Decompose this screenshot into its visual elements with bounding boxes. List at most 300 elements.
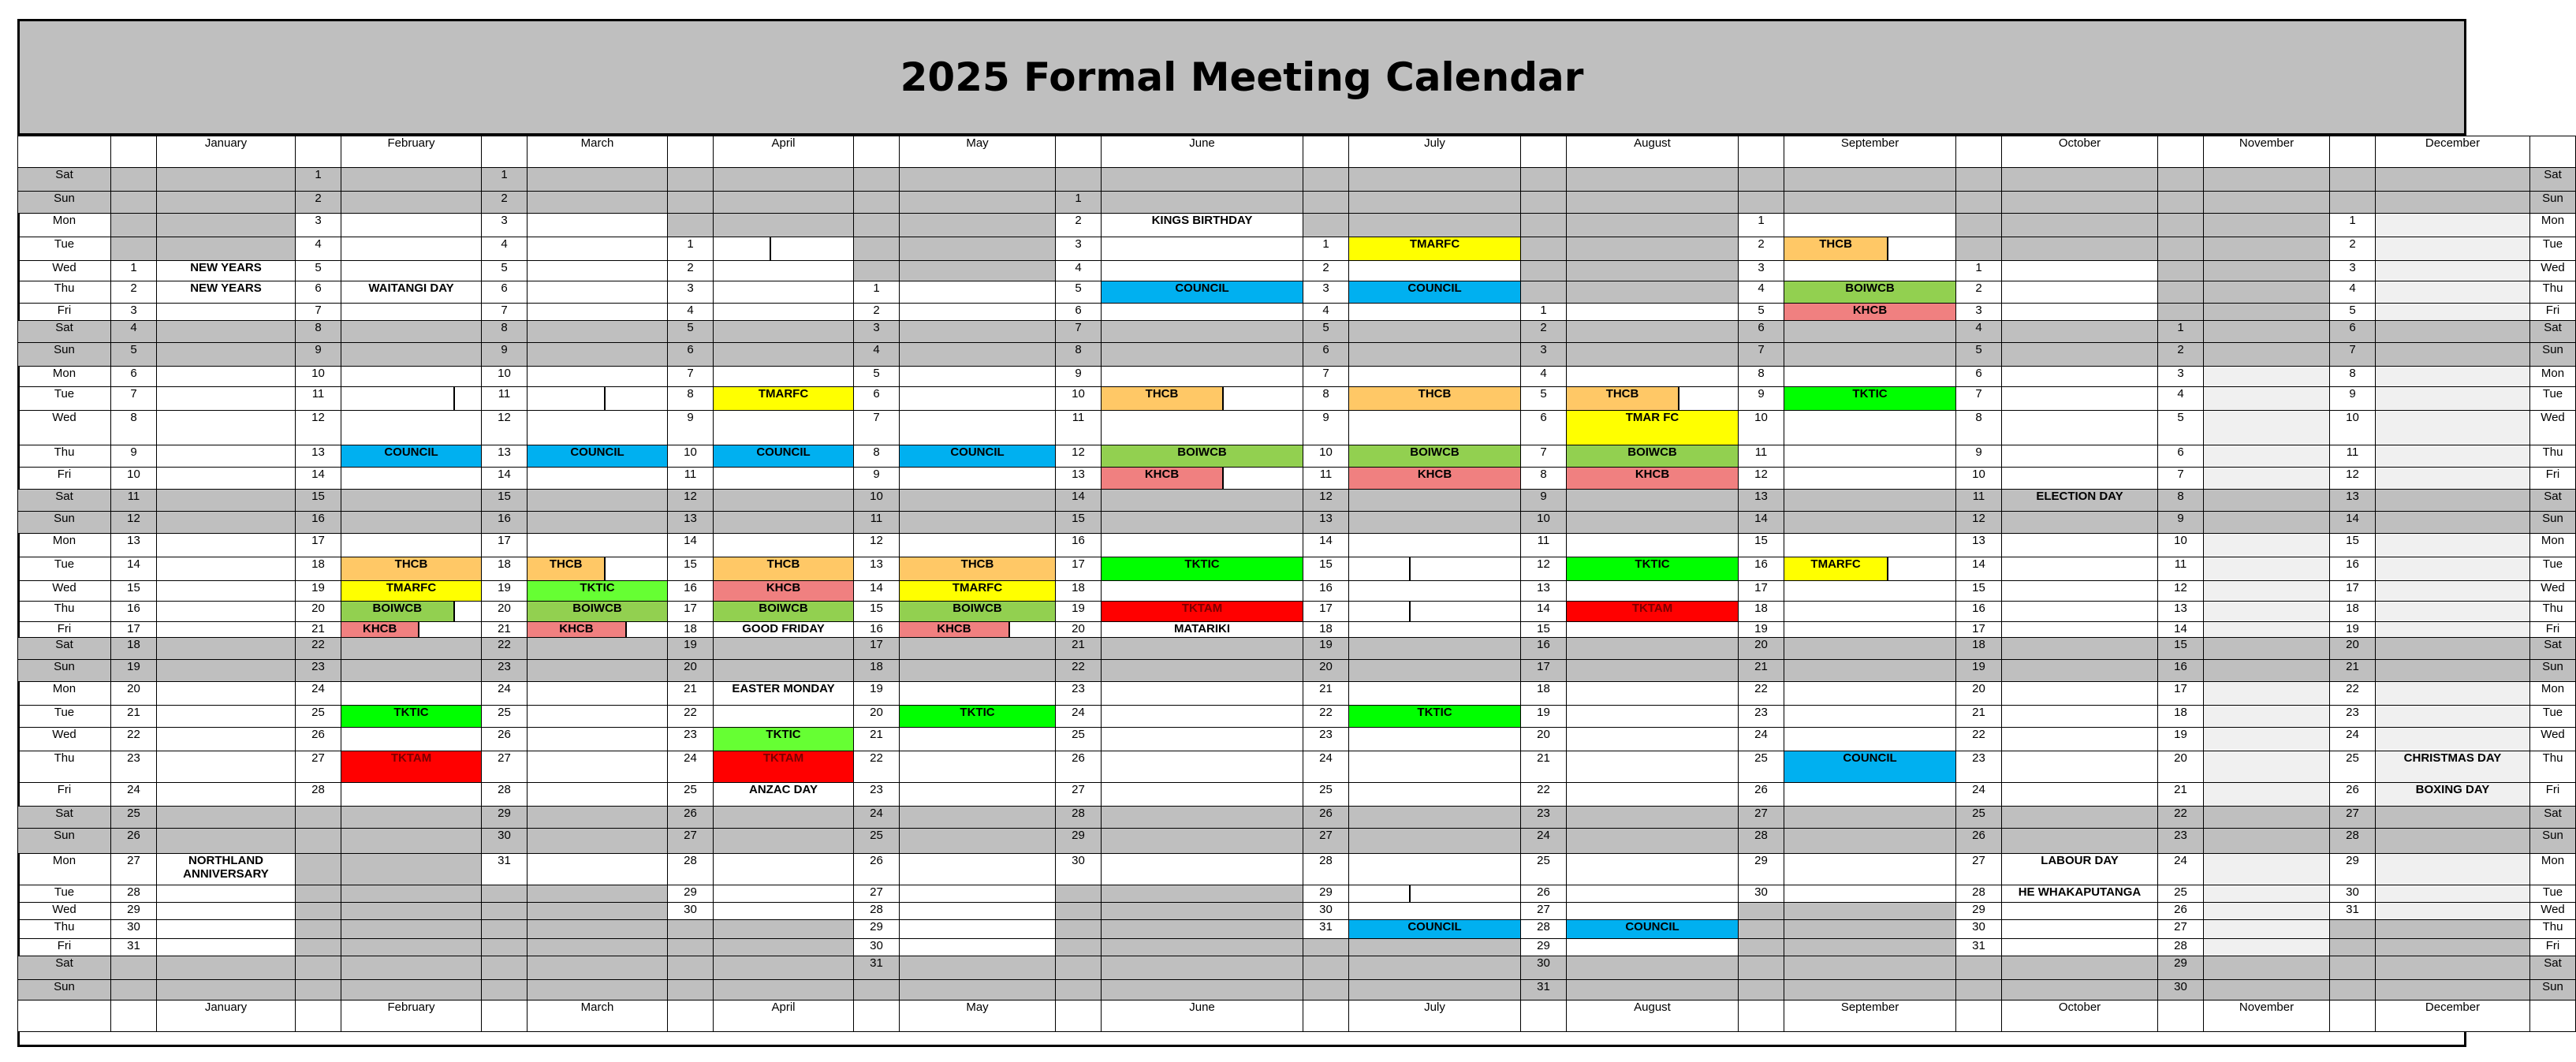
meeting-label: THCB — [1145, 387, 1179, 401]
day-number: 5 — [1303, 321, 1349, 343]
meeting-thcb[interactable] — [341, 557, 482, 581]
meeting-label: BOIWCB — [372, 602, 423, 615]
day-number: 20 — [111, 682, 157, 706]
day-number: 16 — [668, 581, 714, 602]
day-number: 11 — [1739, 445, 1784, 468]
event-cell — [2002, 321, 2158, 343]
meeting-council[interactable] — [1784, 751, 1956, 783]
day-number: 11 — [1956, 490, 2002, 512]
event-cell — [341, 168, 482, 192]
meeting-council[interactable] — [1102, 281, 1303, 304]
meeting-khcb[interactable] — [1567, 468, 1739, 490]
meeting-label: COUNCIL — [1407, 920, 1462, 933]
event-cell — [1349, 682, 1521, 706]
event-cell — [2376, 885, 2530, 903]
day-number: 5 — [2158, 411, 2204, 445]
day-number — [1739, 980, 1784, 1001]
day-number: 18 — [1521, 682, 1567, 706]
meeting-label: TMARFC — [952, 581, 1003, 594]
day-number: 7 — [296, 304, 341, 321]
day-number: 15 — [2158, 638, 2204, 660]
event-cell — [528, 854, 668, 885]
event-cell — [900, 490, 1056, 512]
event-cell — [2204, 939, 2330, 956]
day-number: 11 — [482, 387, 528, 411]
day-number — [1521, 237, 1567, 261]
event-cell — [2376, 304, 2530, 321]
day-number: 19 — [1056, 602, 1102, 622]
weekday-label: Fri — [18, 783, 111, 807]
day-number — [1521, 281, 1567, 304]
weekday-label: Sat — [18, 168, 111, 192]
day-number — [1056, 903, 1102, 920]
event-cell — [1102, 920, 1303, 939]
day-number: 13 — [296, 445, 341, 468]
holiday-label — [1102, 214, 1303, 237]
meeting-tmarfc[interactable] — [1784, 557, 1956, 581]
day-number — [668, 939, 714, 956]
weekday-label: Thu — [18, 751, 111, 783]
meeting-label: THCB — [1819, 237, 1852, 251]
day-number — [1056, 939, 1102, 956]
day-number: 29 — [854, 920, 900, 939]
day-number: 26 — [296, 728, 341, 751]
day-number: 29 — [2330, 854, 2376, 885]
meeting-khcb[interactable] — [528, 622, 668, 638]
meeting-label: COUNCIL — [1625, 920, 1679, 933]
day-number: 15 — [668, 557, 714, 581]
event-cell — [341, 939, 482, 956]
event-cell — [341, 387, 482, 411]
event-cell — [157, 367, 296, 387]
event-cell — [1567, 980, 1739, 1001]
meeting-council[interactable] — [1567, 920, 1739, 939]
weekday-label: Mon — [18, 214, 111, 237]
meeting-boiwcb[interactable] — [341, 602, 482, 622]
meeting-label: THCB — [549, 557, 583, 571]
day-number — [854, 168, 900, 192]
event-cell — [2376, 854, 2530, 885]
meeting-label: TKTIC — [1417, 706, 1452, 719]
meeting-khcb[interactable] — [714, 581, 854, 602]
day-number — [111, 237, 157, 261]
meeting-tktic[interactable] — [900, 706, 1056, 728]
meeting-label: KHCB — [1144, 468, 1180, 481]
month-header-january: January — [157, 1001, 296, 1032]
meeting-thcb[interactable] — [714, 557, 854, 581]
day-number — [111, 192, 157, 214]
day-number: 7 — [1521, 445, 1567, 468]
meeting-tmarfc[interactable] — [1567, 411, 1739, 445]
event-cell — [714, 638, 854, 660]
event-cell — [1102, 534, 1303, 557]
event-cell — [1567, 706, 1739, 728]
event-cell — [2002, 411, 2158, 445]
day-number: 23 — [1521, 807, 1567, 829]
event-cell — [2002, 939, 2158, 956]
event-cell — [1567, 214, 1739, 237]
event-cell — [1784, 706, 1956, 728]
day-number: 9 — [296, 343, 341, 367]
day-number: 21 — [2158, 783, 2204, 807]
event-cell — [157, 807, 296, 829]
day-number: 29 — [1521, 939, 1567, 956]
day-number: 31 — [1956, 939, 2002, 956]
meeting-boiwcb[interactable] — [1567, 445, 1739, 468]
day-number: 5 — [111, 343, 157, 367]
meeting-tmarfc[interactable] — [1349, 237, 1521, 261]
day-number: 29 — [668, 885, 714, 903]
meeting-thcb[interactable] — [1784, 237, 1956, 261]
holiday-label — [714, 682, 854, 706]
meeting-label: KHCB — [1852, 304, 1888, 317]
day-number: 31 — [1303, 920, 1349, 939]
meeting-label: KHCB — [1417, 468, 1452, 481]
cell-divider — [453, 387, 455, 410]
day-number — [1739, 168, 1784, 192]
event-cell — [2002, 903, 2158, 920]
day-number: 26 — [1056, 751, 1102, 783]
event-cell — [157, 192, 296, 214]
weekday-label-right: Mon — [2530, 534, 2576, 557]
event-cell — [714, 490, 854, 512]
day-number — [482, 980, 528, 1001]
meeting-tmarfc[interactable] — [714, 387, 854, 411]
weekday-label: Mon — [18, 367, 111, 387]
day-number — [296, 903, 341, 920]
event-cell — [157, 728, 296, 751]
day-number — [296, 854, 341, 885]
day-number: 1 — [1303, 237, 1349, 261]
day-number — [1303, 168, 1349, 192]
meeting-boiwcb[interactable] — [714, 602, 854, 622]
cell-divider — [1008, 622, 1010, 637]
meeting-thcb[interactable] — [1349, 387, 1521, 411]
weekday-label-right: Tue — [2530, 885, 2576, 903]
event-cell — [900, 468, 1056, 490]
day-number: 28 — [296, 783, 341, 807]
day-number: 24 — [482, 682, 528, 706]
day-number: 6 — [668, 343, 714, 367]
meeting-label: TMARFC — [386, 581, 437, 594]
day-number: 15 — [2330, 534, 2376, 557]
day-number: 26 — [854, 854, 900, 885]
day-number: 26 — [111, 829, 157, 854]
day-number — [1303, 980, 1349, 1001]
event-cell — [2002, 367, 2158, 387]
day-number: 21 — [482, 622, 528, 638]
day-number: 9 — [854, 468, 900, 490]
calendar-row — [18, 885, 2576, 903]
day-number: 12 — [668, 490, 714, 512]
day-number: 6 — [1056, 304, 1102, 321]
meeting-tktic[interactable] — [1349, 706, 1521, 728]
event-cell — [341, 956, 482, 980]
event-cell — [341, 920, 482, 939]
event-cell — [1567, 956, 1739, 980]
day-number — [1739, 903, 1784, 920]
event-cell — [1102, 706, 1303, 728]
day-number: 18 — [1056, 581, 1102, 602]
day-number — [1056, 168, 1102, 192]
day-number: 16 — [2158, 660, 2204, 682]
day-number — [2158, 304, 2204, 321]
page-title: 2025 Formal Meeting Calendar — [900, 54, 1584, 100]
event-cell — [157, 557, 296, 581]
day-number: 19 — [2330, 622, 2376, 638]
day-number: 28 — [482, 783, 528, 807]
day-number: 4 — [1521, 367, 1567, 387]
month-header-january: January — [157, 136, 296, 168]
event-cell — [1102, 237, 1303, 261]
meeting-tktic[interactable] — [1567, 557, 1739, 581]
event-cell — [2002, 261, 2158, 281]
event-cell — [1349, 751, 1521, 783]
event-cell — [1567, 885, 1739, 903]
day-number: 27 — [1521, 903, 1567, 920]
day-number: 17 — [854, 638, 900, 660]
holiday-label — [714, 622, 854, 638]
meeting-label: COUNCIL — [756, 445, 811, 459]
day-number: 14 — [668, 534, 714, 557]
corner-cell — [18, 136, 111, 168]
weekday-label: Thu — [18, 281, 111, 304]
meeting-tmarfc[interactable] — [341, 581, 482, 602]
weekday-label-right: Sun — [2530, 192, 2576, 214]
meeting-thcb[interactable] — [528, 557, 668, 581]
meeting-tktam[interactable] — [1102, 602, 1303, 622]
day-number: 4 — [1303, 304, 1349, 321]
event-cell — [2376, 512, 2530, 534]
event-cell — [1784, 321, 1956, 343]
day-number: 2 — [1739, 237, 1784, 261]
meeting-tktic[interactable] — [341, 706, 482, 728]
day-number — [482, 920, 528, 939]
meeting-label: BOIWCB — [1177, 445, 1227, 459]
day-number: 17 — [1521, 660, 1567, 682]
meeting-boiwcb[interactable] — [528, 602, 668, 622]
weekday-label: Wed — [18, 411, 111, 445]
event-cell — [157, 660, 296, 682]
meeting-thcb[interactable] — [1567, 387, 1739, 411]
event-cell — [2204, 367, 2330, 387]
event-cell — [157, 387, 296, 411]
meeting-council[interactable] — [1349, 920, 1521, 939]
day-number: 4 — [668, 304, 714, 321]
weekday-label-right: Tue — [2530, 237, 2576, 261]
weekday-label: Sun — [18, 829, 111, 854]
meeting-council[interactable] — [528, 445, 668, 468]
event-cell — [341, 980, 482, 1001]
event-cell — [528, 534, 668, 557]
day-number: 4 — [1739, 281, 1784, 304]
month-header-september: September — [1784, 1001, 1956, 1032]
holiday-label — [157, 261, 296, 281]
day-number: 21 — [1521, 751, 1567, 783]
meeting-tktic_alt[interactable] — [528, 581, 668, 602]
event-cell — [2376, 602, 2530, 622]
day-number: 23 — [1056, 682, 1102, 706]
day-number: 17 — [2330, 581, 2376, 602]
event-cell — [2376, 343, 2530, 367]
meeting-tktic_alt[interactable] — [714, 728, 854, 751]
day-number: 13 — [2158, 602, 2204, 622]
day-header-cell — [1739, 136, 1784, 168]
event-cell — [2204, 237, 2330, 261]
meeting-label: TKTIC — [1852, 387, 1888, 401]
event-cell — [1349, 321, 1521, 343]
event-cell — [2002, 783, 2158, 807]
event-cell — [714, 468, 854, 490]
event-cell — [900, 214, 1056, 237]
day-number: 25 — [482, 706, 528, 728]
meeting-tktic[interactable] — [1102, 557, 1303, 581]
event-cell — [2002, 343, 2158, 367]
weekday-label-right: Sat — [2530, 321, 2576, 343]
day-number: 15 — [1956, 581, 2002, 602]
cell-divider — [1222, 468, 1224, 489]
day-number: 9 — [668, 411, 714, 445]
day-number: 24 — [1521, 829, 1567, 854]
day-number: 8 — [1739, 367, 1784, 387]
meeting-council[interactable] — [900, 445, 1056, 468]
day-number: 5 — [482, 261, 528, 281]
meeting-council[interactable] — [341, 445, 482, 468]
event-cell — [341, 512, 482, 534]
meeting-label: COUNCIL — [570, 445, 624, 459]
day-number: 4 — [482, 237, 528, 261]
event-cell — [1567, 660, 1739, 682]
day-number: 2 — [668, 261, 714, 281]
day-number: 18 — [668, 622, 714, 638]
weekday-label: Tue — [18, 557, 111, 581]
day-number: 22 — [2158, 807, 2204, 829]
weekday-label: Sat — [18, 956, 111, 980]
meeting-thcb[interactable] — [900, 557, 1056, 581]
cell-divider — [604, 557, 606, 580]
event-cell — [2002, 728, 2158, 751]
meeting-boiwcb[interactable] — [1349, 445, 1521, 468]
event-cell — [528, 321, 668, 343]
day-number: 29 — [1956, 903, 2002, 920]
weekday-label-right: Sat — [2530, 956, 2576, 980]
weekday-label-right: Fri — [2530, 468, 2576, 490]
calendar-row — [18, 214, 2576, 237]
event-cell — [714, 939, 854, 956]
meeting-thcb[interactable] — [1102, 387, 1303, 411]
meeting-khcb[interactable] — [1349, 468, 1521, 490]
meeting-tmarfc[interactable] — [900, 581, 1056, 602]
day-number: 3 — [854, 321, 900, 343]
day-number — [1521, 214, 1567, 237]
event-cell — [2204, 445, 2330, 468]
meeting-boiwcb[interactable] — [900, 602, 1056, 622]
day-number: 12 — [1956, 512, 2002, 534]
weekday-label: Fri — [18, 468, 111, 490]
meeting-tktam[interactable] — [341, 751, 482, 783]
meeting-council[interactable] — [714, 445, 854, 468]
day-number — [2330, 980, 2376, 1001]
event-cell — [2204, 557, 2330, 581]
weekday-label: Wed — [18, 581, 111, 602]
day-number: 24 — [1303, 751, 1349, 783]
day-number: 7 — [1303, 367, 1349, 387]
day-number: 2 — [296, 192, 341, 214]
day-number: 3 — [2158, 367, 2204, 387]
meeting-tktic[interactable] — [1784, 387, 1956, 411]
event-cell — [714, 237, 854, 261]
day-number: 17 — [1303, 602, 1349, 622]
day-number: 22 — [482, 638, 528, 660]
day-number: 3 — [482, 214, 528, 237]
day-header-cell — [111, 136, 157, 168]
day-number: 19 — [482, 581, 528, 602]
calendar-row — [18, 751, 2576, 783]
meeting-council[interactable] — [1349, 281, 1521, 304]
day-number: 21 — [1956, 706, 2002, 728]
event-cell — [2204, 854, 2330, 885]
holiday-label — [2002, 490, 2158, 512]
day-number: 3 — [111, 304, 157, 321]
month-header-november: November — [2204, 1001, 2330, 1032]
event-cell — [2204, 706, 2330, 728]
weekday-label-right: Thu — [2530, 751, 2576, 783]
day-number: 22 — [296, 638, 341, 660]
day-number: 2 — [1956, 281, 2002, 304]
event-cell — [528, 783, 668, 807]
event-cell — [2376, 682, 2530, 706]
event-cell — [1567, 638, 1739, 660]
meeting-label: THCB — [766, 557, 800, 571]
cell-divider — [1887, 237, 1888, 260]
day-header-cell — [2330, 136, 2376, 168]
event-cell — [1349, 807, 1521, 829]
meeting-label: KHCB — [559, 622, 594, 635]
event-cell — [528, 751, 668, 783]
meeting-khcb[interactable] — [900, 622, 1056, 638]
meeting-label: BOIWCB — [1627, 445, 1677, 459]
day-number: 15 — [296, 490, 341, 512]
meeting-khcb[interactable] — [1102, 468, 1303, 490]
day-number: 21 — [111, 706, 157, 728]
day-number: 25 — [2158, 885, 2204, 903]
day-number: 4 — [854, 343, 900, 367]
weekday-label: Sat — [18, 321, 111, 343]
meeting-boiwcb[interactable] — [1784, 281, 1956, 304]
meeting-label: TMAR FC — [1625, 411, 1679, 424]
meeting-khcb[interactable] — [341, 622, 482, 638]
day-number: 20 — [668, 660, 714, 682]
day-number: 7 — [2158, 468, 2204, 490]
event-cell — [528, 829, 668, 854]
weekday-label: Sun — [18, 512, 111, 534]
weekday-label: Tue — [18, 237, 111, 261]
event-cell — [2204, 321, 2330, 343]
weekday-label: Mon — [18, 854, 111, 885]
meeting-khcb[interactable] — [1784, 304, 1956, 321]
day-number: 9 — [1056, 367, 1102, 387]
meeting-boiwcb[interactable] — [1102, 445, 1303, 468]
event-cell — [528, 387, 668, 411]
meeting-tktam[interactable] — [1567, 602, 1739, 622]
event-cell — [714, 321, 854, 343]
holiday-label — [2376, 751, 2530, 783]
month-header-may: May — [900, 136, 1056, 168]
day-number: 30 — [2330, 885, 2376, 903]
meeting-tktam[interactable] — [714, 751, 854, 783]
event-cell — [341, 367, 482, 387]
weekday-label-right: Thu — [2530, 445, 2576, 468]
